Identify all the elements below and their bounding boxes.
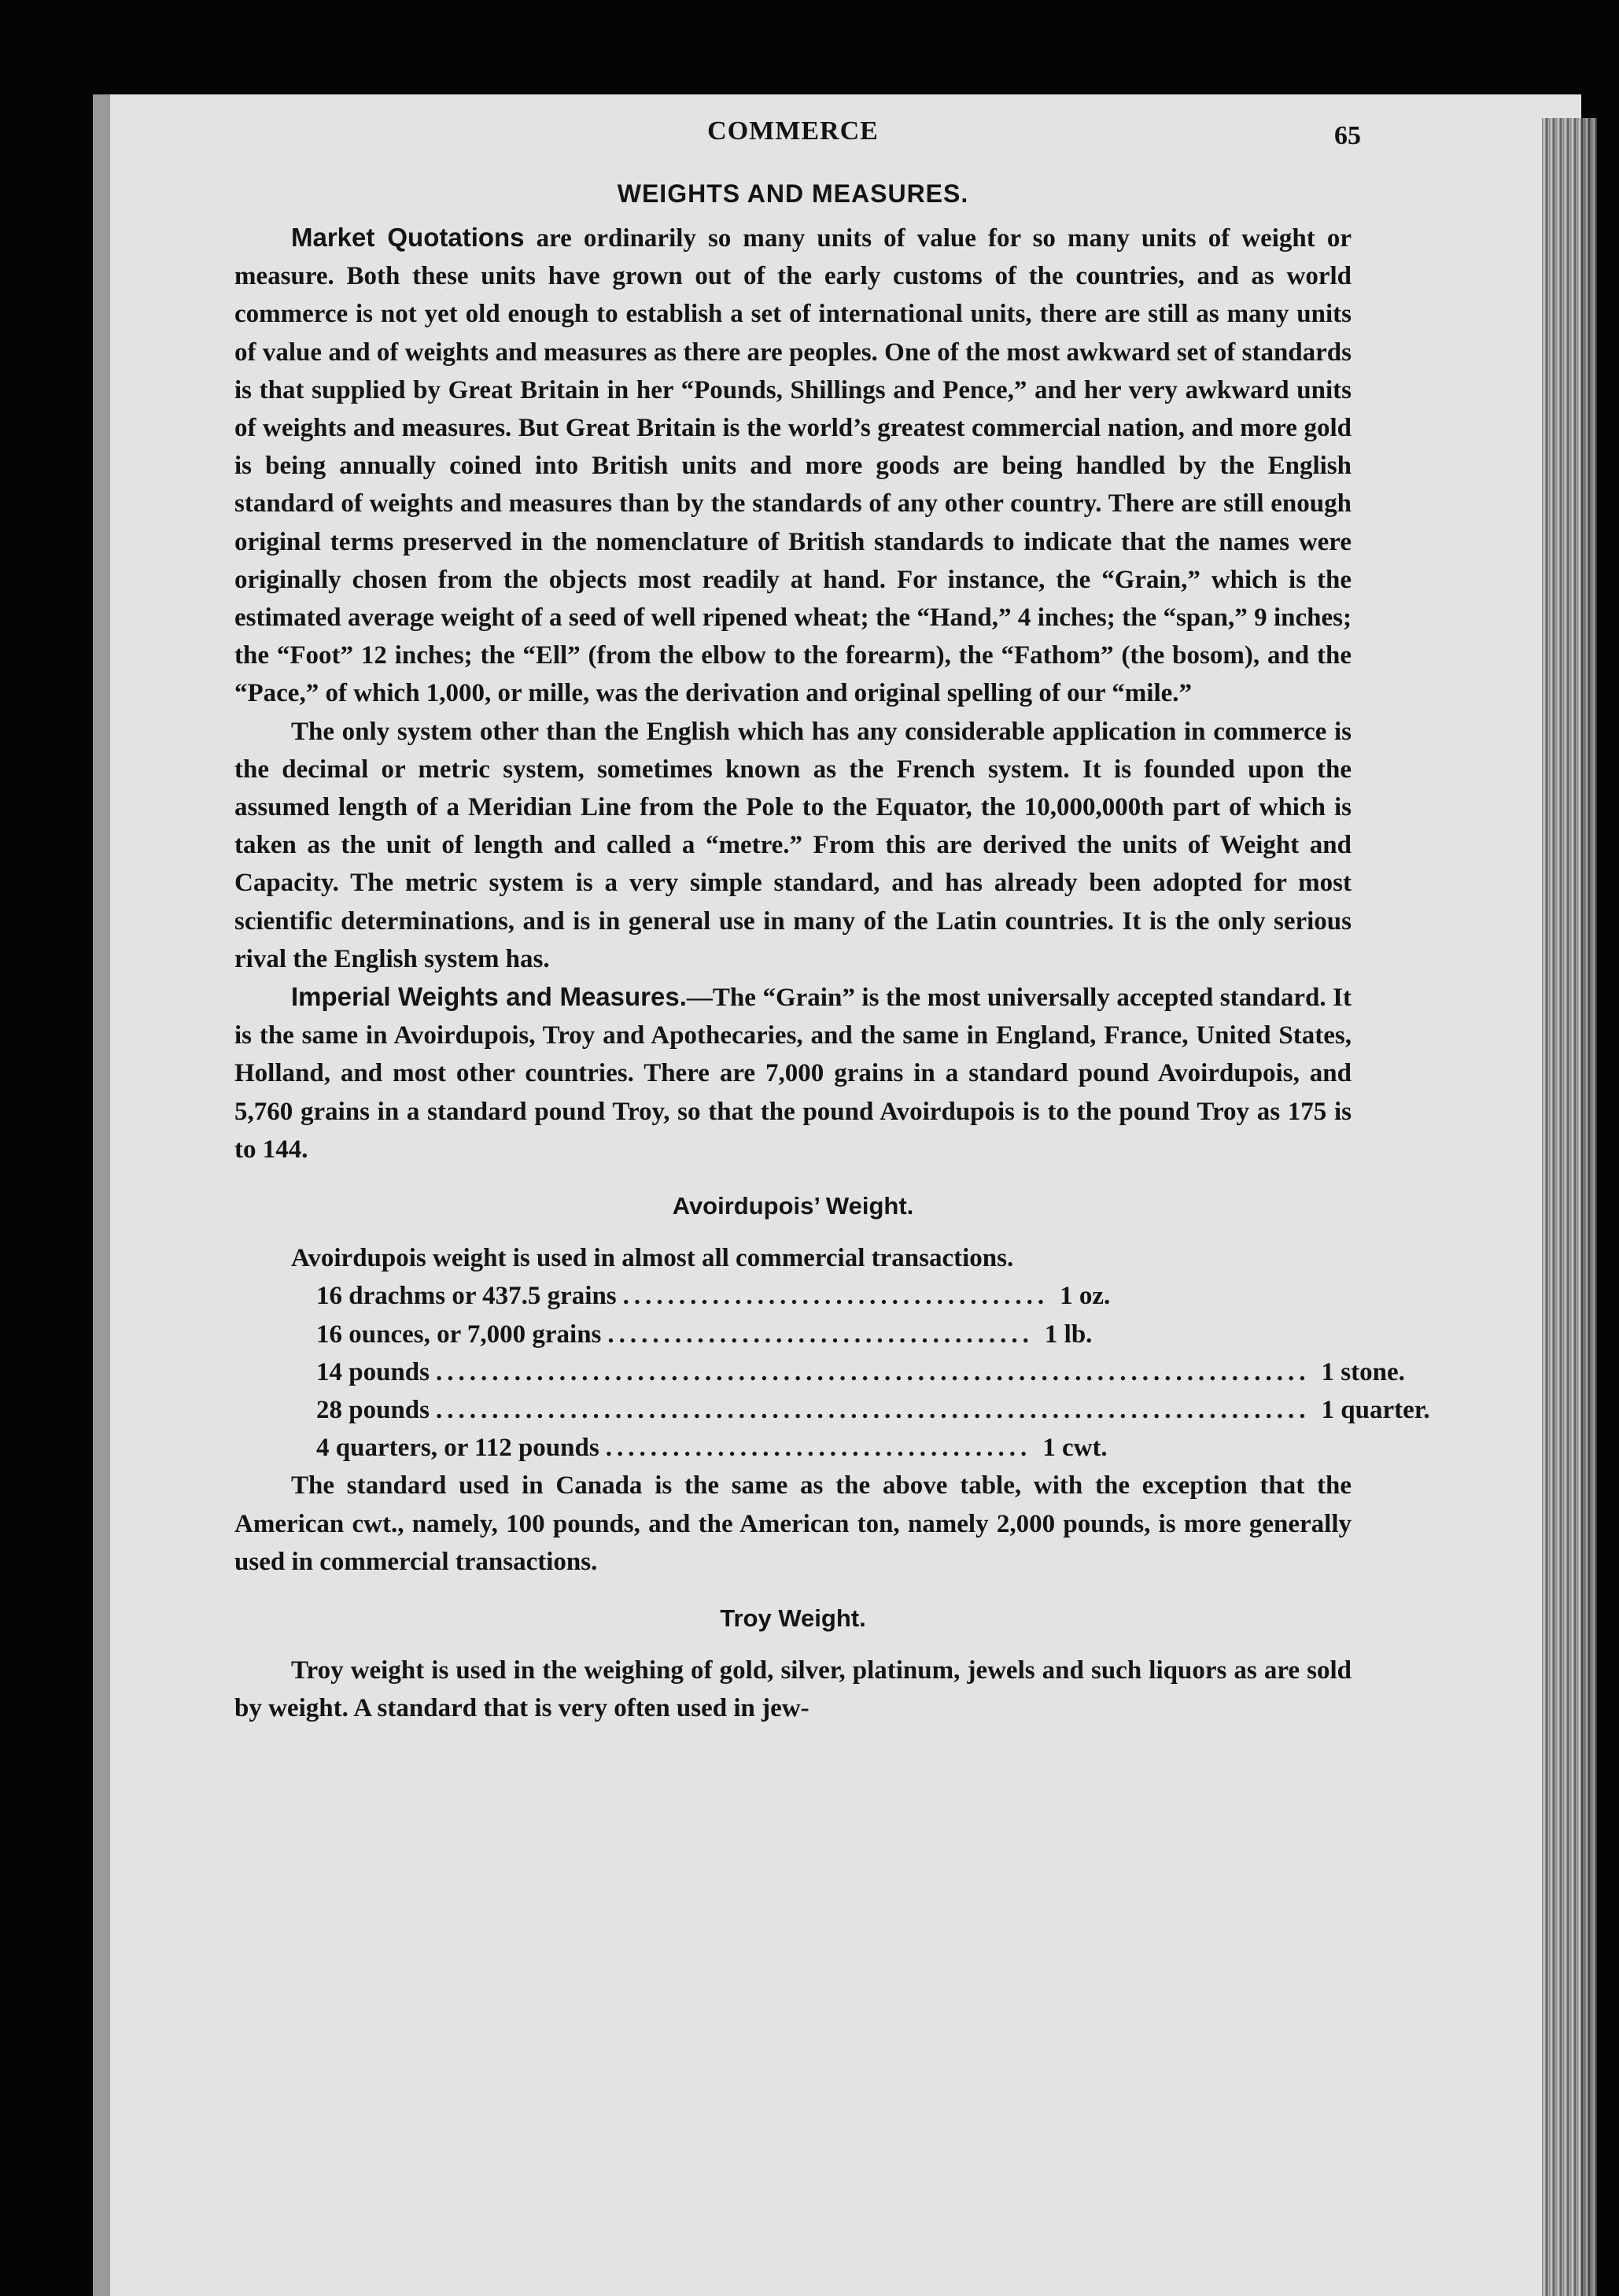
running-head-title: COMMERCE	[707, 116, 879, 146]
table-row	[234, 1316, 1352, 1353]
avoirdupois-heading: Avoirdupois’ Weight.	[672, 1192, 914, 1220]
table-row	[234, 1429, 1352, 1467]
metric-system-paragraph: The only system other than the English which has any considerable application in commerce is the decimal or metric system, sometimes known as the French system. It is founded upon the assumed length of a Meridian Line from the Pole to the Equator, the 10,000,000th part of which is taken as the unit of length and called a “metre.” From this are derived the units of Weight and Capacity. The metric system is a very simple standard, and has already been adopted for most scientific determinations, and is in general use in many of the Latin countries. It is the only serious rival the English system has.	[234, 717, 1352, 973]
page-binding-shadow	[93, 94, 110, 2296]
dot-leader: ......................................	[622, 1282, 1049, 1311]
imperial-weights-paragraph	[234, 978, 1352, 1168]
market-quotations-lead: Market Quotations	[291, 223, 525, 252]
avoirdupois-intro: Avoirdupois weight is used in almost all commercial transactions.	[291, 1244, 1014, 1273]
canada-standard-paragraph: The standard used in Canada is the same as the above table, with the exception that the American cwt., namely, 100 pounds, and the American ton, namely 2,000 pounds, is more generally used in commercial transactions.	[234, 1471, 1352, 1576]
market-quotations-paragraph	[234, 219, 1352, 713]
row-quantity: 14 pounds	[316, 1357, 430, 1386]
section-title: WEIGHTS AND MEASURES.	[617, 179, 969, 208]
table-row	[234, 1277, 1352, 1315]
row-quantity: 16 ounces, or 7,000 grains	[316, 1320, 602, 1349]
market-quotations-text: are ordinarily so many units of value for so many units of weight or measure. Both these units have grown out of the early customs of the countries, and as world commerce is not yet old enough to establish a set of international units, there are still as many units of value and of weights and measures as there are peoples. One of the most awkward set of standards is that supplied by Great Britain in her “Pounds, Shillings and Pence,” and her very awkward units of weights and measures. But Great Britain is the world’s greatest commercial nation, and more gold is being annually coined into British units and more goods are being handled by the English standard of weights and measures than by the standards of any other country. There are still enough original terms preserved in the nomenclature of British standards to indicate that the names were originally chosen from the objects most readily at hand. For instance, the “Grain,” which is the estimated average weight of a seed of well ripened wheat; the “Hand,” 4 inches; the “span,” 9 inches; the “Foot” 12 inches; the “Ell” (from the elbow to the forearm), the “Fathom” (the bosom), and the “Pace,” of which 1,000, or mille, was the derivation and original spelling of our “mile.”	[234, 224, 1352, 708]
body-text	[234, 219, 1430, 1728]
imperial-weights-text: —The “Grain” is the most universally accepted standard. It is the same in Avoirdupois, Troy and Apothecaries, and the same in England, France, United States, Holland, and most other countries. There are 7,000 grains in a standard pound Avoirdupois, and 5,760 grains in a standard pound Troy, so that the pound Avoirdupois is to the pound Troy as 175 is to 144.	[234, 984, 1352, 1164]
row-unit: 1 lb.	[1044, 1320, 1093, 1349]
imperial-weights-lead: Imperial Weights and Measures.	[291, 982, 687, 1012]
dot-leader: ......................................	[607, 1320, 1034, 1349]
page-stack-edge	[1542, 118, 1597, 2296]
running-head	[234, 116, 1361, 156]
dot-leader: ......................................	[605, 1434, 1032, 1463]
dot-leader: ..............................................................................	[436, 1357, 1311, 1386]
row-unit: 1 stone.	[1321, 1357, 1405, 1386]
avoirdupois-table	[234, 1277, 1430, 1467]
troy-weight-paragraph: Troy weight is used in the weighing of gold, silver, platinum, jewels and such liquors as are sold by weight. A standard that is very often used in jew-	[234, 1656, 1352, 1723]
row-unit: 1 oz.	[1060, 1282, 1111, 1311]
row-unit: 1 cwt.	[1042, 1434, 1108, 1463]
row-quantity: 16 drachms or 437.5 grains	[316, 1282, 617, 1311]
page-number: 65	[1334, 121, 1361, 150]
row-quantity: 28 pounds	[316, 1396, 430, 1425]
table-row	[234, 1391, 1430, 1429]
troy-heading: Troy Weight.	[720, 1604, 866, 1633]
table-row	[234, 1353, 1405, 1391]
dot-leader: ..............................................................................	[436, 1396, 1311, 1425]
row-quantity: 4 quarters, or 112 pounds	[316, 1434, 599, 1463]
row-unit: 1 quarter.	[1321, 1396, 1430, 1425]
